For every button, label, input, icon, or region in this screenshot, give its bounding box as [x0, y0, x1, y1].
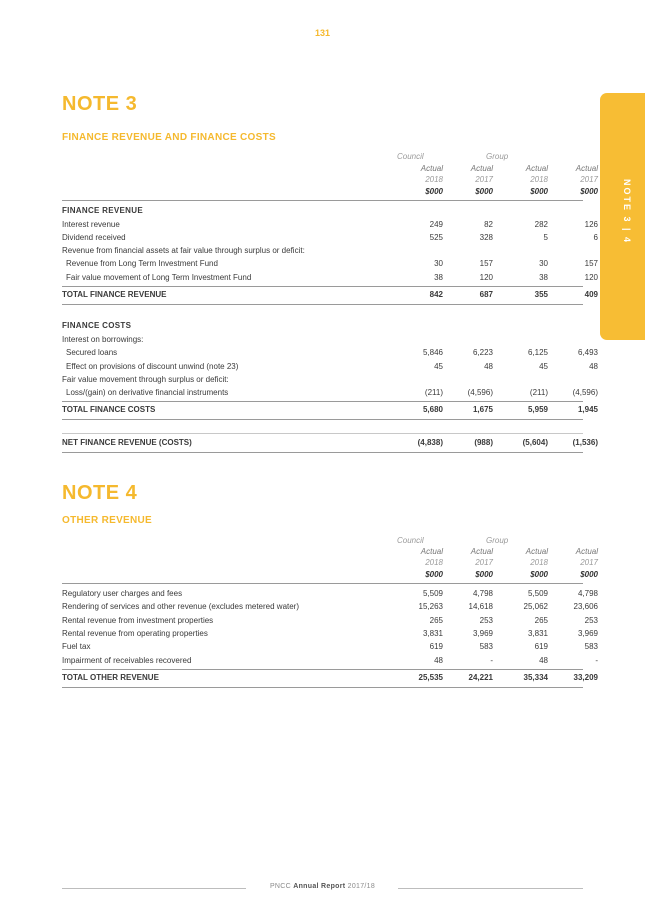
row-label: NET FINANCE REVENUE (COSTS)	[62, 438, 192, 447]
table-row	[62, 319, 583, 333]
council-header: Council	[397, 536, 424, 545]
col-header-unit: $000	[530, 570, 548, 579]
row-label: Secured loans	[66, 348, 118, 357]
row-label: TOTAL FINANCE REVENUE	[62, 290, 167, 299]
cell: 5,509	[527, 589, 548, 598]
cell: 120	[584, 273, 598, 282]
cell: (4,596)	[572, 388, 598, 397]
divider	[62, 669, 583, 670]
cell: 1,675	[472, 405, 493, 414]
table-row	[62, 218, 598, 232]
col-header-year: 2017	[580, 558, 598, 567]
row-label: Fuel tax	[62, 642, 91, 651]
cell: 157	[584, 259, 598, 268]
col-header-unit: $000	[425, 187, 443, 196]
cell: 6,125	[527, 348, 548, 357]
cell: 5,846	[422, 348, 443, 357]
cell: 45	[539, 362, 548, 371]
cell: (211)	[529, 388, 548, 397]
cell: 249	[429, 220, 443, 229]
cell: 253	[479, 616, 493, 625]
note3-subtitle: FINANCE REVENUE AND FINANCE COSTS	[62, 132, 276, 143]
cell: 5	[543, 233, 548, 242]
cell: 355	[534, 290, 548, 299]
table-row	[62, 600, 598, 614]
cell: 3,969	[472, 629, 493, 638]
cell: 265	[534, 616, 548, 625]
cell: 842	[429, 290, 443, 299]
table-row	[62, 654, 598, 668]
row-label: Revenue from financial assets at fair value through surplus or deficit:	[62, 246, 305, 255]
col-header-year: 2018	[425, 175, 443, 184]
cell: -	[490, 656, 493, 665]
divider	[62, 304, 583, 305]
row-label: Impairment of receivables recovered	[62, 656, 192, 665]
cell: 3,831	[527, 629, 548, 638]
cell: 619	[429, 642, 443, 651]
cell: 23,606	[573, 602, 598, 611]
cell: 5,959	[527, 405, 548, 414]
cell: (211)	[424, 388, 443, 397]
table-row	[62, 271, 598, 285]
cell: (4,596)	[467, 388, 493, 397]
cell: 253	[584, 616, 598, 625]
cell: 5,509	[422, 589, 443, 598]
cell: 25,062	[523, 602, 548, 611]
table-row	[62, 386, 598, 400]
cell: 24,221	[468, 673, 493, 682]
group-header: Group	[486, 152, 509, 161]
cell: (1,536)	[572, 438, 598, 447]
divider	[62, 433, 583, 434]
page-number: 131	[314, 28, 331, 38]
col-header-year: 2018	[530, 558, 548, 567]
col-header-actual: Actual	[470, 547, 493, 556]
net-total-row	[62, 436, 598, 450]
council-header: Council	[397, 152, 424, 161]
row-label: Regulatory user charges and fees	[62, 589, 183, 598]
row-label: Effect on provisions of discount unwind (note 23)	[66, 362, 239, 371]
footer-year: 2017/18	[347, 883, 376, 890]
divider	[62, 452, 583, 453]
cell: 48	[484, 362, 493, 371]
cell: 5,680	[422, 405, 443, 414]
row-label: TOTAL FINANCE COSTS	[62, 405, 156, 414]
cell: 48	[589, 362, 598, 371]
total-row	[62, 403, 598, 417]
cell: 6	[593, 233, 598, 242]
footer-org: PNCC	[269, 883, 291, 890]
total-row	[62, 671, 598, 685]
cell: (4,838)	[417, 438, 443, 447]
side-tab-label: NOTE 3 | 4	[622, 179, 632, 245]
cell: 4,798	[472, 589, 493, 598]
cell: 14,618	[468, 602, 493, 611]
section-heading: FINANCE COSTS	[62, 321, 132, 330]
cell: 38	[539, 273, 548, 282]
row-label: Interest on borrowings:	[62, 335, 144, 344]
col-header-year: 2017	[475, 175, 493, 184]
col-header-unit: $000	[530, 187, 548, 196]
cell: 282	[534, 220, 548, 229]
cell: 30	[434, 259, 443, 268]
col-header-year: 2017	[475, 558, 493, 567]
header-divider	[62, 583, 583, 584]
cell: 33,209	[573, 673, 598, 682]
cell: 3,969	[577, 629, 598, 638]
cell: 30	[539, 259, 548, 268]
total-row	[62, 288, 598, 302]
row-label: Rental revenue from operating properties	[62, 629, 208, 638]
row-label: Loss/(gain) on derivative financial instruments	[66, 388, 229, 397]
note4-subtitle: OTHER REVENUE	[62, 515, 153, 526]
col-header-actual: Actual	[420, 547, 443, 556]
cell: -	[595, 656, 598, 665]
col-header-unit: $000	[425, 570, 443, 579]
cell: 6,223	[472, 348, 493, 357]
row-label: Dividend received	[62, 233, 126, 242]
cell: 4,798	[577, 589, 598, 598]
cell: 583	[479, 642, 493, 651]
cell: 328	[479, 233, 493, 242]
cell: 6,493	[577, 348, 598, 357]
table-row	[62, 257, 598, 271]
cell: 35,334	[523, 673, 548, 682]
col-header-year: 2017	[580, 175, 598, 184]
footer	[0, 883, 645, 890]
footer-report: Annual Report	[293, 883, 346, 890]
divider	[62, 286, 583, 287]
table-row	[62, 587, 598, 601]
table-row	[62, 333, 583, 347]
cell: 409	[584, 290, 598, 299]
col-header-unit: $000	[580, 570, 598, 579]
row-label: Fair value movement of Long Term Investment Fund	[66, 273, 252, 282]
col-header-actual: Actual	[575, 547, 598, 556]
col-header-unit: $000	[580, 187, 598, 196]
cell: 25,535	[418, 673, 443, 682]
cell: 126	[584, 220, 598, 229]
table-row	[62, 244, 583, 258]
cell: 265	[429, 616, 443, 625]
row-label: Rental revenue from investment properties	[62, 616, 214, 625]
table-row	[62, 614, 598, 628]
table-row	[62, 231, 598, 245]
col-header-actual: Actual	[420, 164, 443, 173]
group-header: Group	[486, 536, 509, 545]
cell: 687	[479, 290, 493, 299]
cell: 3,831	[422, 629, 443, 638]
cell: 1,945	[577, 405, 598, 414]
cell: 525	[429, 233, 443, 242]
row-label: Fair value movement through surplus or deficit:	[62, 375, 229, 384]
cell: 619	[534, 642, 548, 651]
row-label: Revenue from Long Term Investment Fund	[66, 259, 218, 268]
divider	[62, 687, 583, 688]
table-row	[62, 360, 598, 374]
cell: 48	[539, 656, 548, 665]
row-label: Interest revenue	[62, 220, 120, 229]
section-heading: FINANCE REVENUE	[62, 206, 143, 215]
cell: 48	[434, 656, 443, 665]
note3-title: NOTE 3	[62, 93, 138, 115]
table-row	[62, 627, 598, 641]
cell: 38	[434, 273, 443, 282]
col-header-actual: Actual	[525, 164, 548, 173]
table-row	[62, 346, 598, 360]
row-label: Rendering of services and other revenue (excludes metered water)	[62, 602, 300, 611]
row-label: TOTAL OTHER REVENUE	[62, 673, 159, 682]
cell: (5,604)	[522, 438, 548, 447]
divider	[62, 401, 583, 402]
table-row	[62, 373, 583, 387]
cell: 15,263	[418, 602, 443, 611]
table-row	[62, 640, 598, 654]
col-header-actual: Actual	[575, 164, 598, 173]
header-divider	[62, 200, 583, 201]
cell: 82	[484, 220, 493, 229]
col-header-unit: $000	[475, 570, 493, 579]
cell: (988)	[474, 438, 493, 447]
cell: 583	[584, 642, 598, 651]
divider	[62, 419, 583, 420]
col-header-actual: Actual	[470, 164, 493, 173]
col-header-unit: $000	[475, 187, 493, 196]
cell: 120	[479, 273, 493, 282]
col-header-year: 2018	[530, 175, 548, 184]
cell: 157	[479, 259, 493, 268]
cell: 45	[434, 362, 443, 371]
col-header-actual: Actual	[525, 547, 548, 556]
note4-title: NOTE 4	[62, 482, 138, 504]
col-header-year: 2018	[425, 558, 443, 567]
